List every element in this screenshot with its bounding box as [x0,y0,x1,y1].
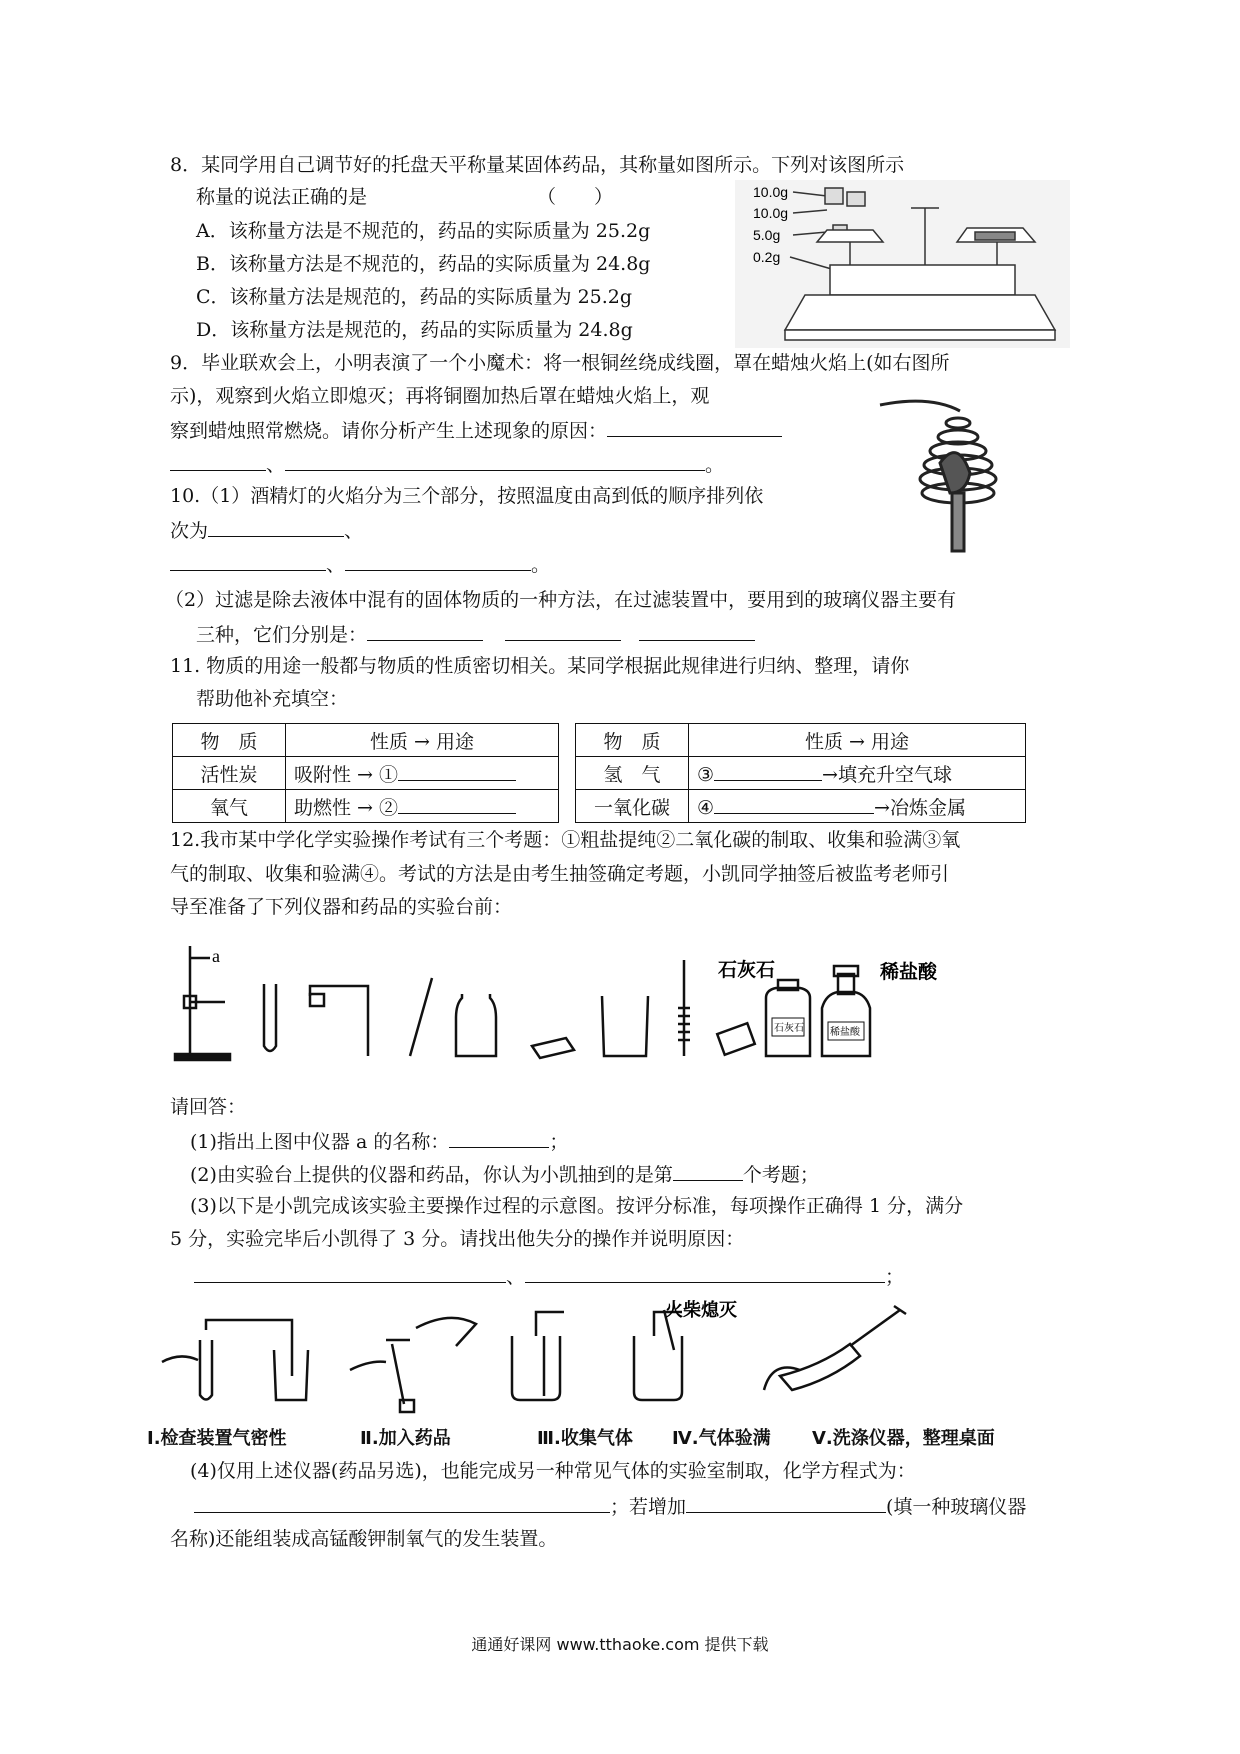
q12-sub3-line1: (3)以下是小凯完成该实验主要操作过程的示意图。按评分标准，每项操作正确得 1 分，满分 [190,1195,964,1217]
cell-adsorption: 吸附性 → ① [286,757,559,790]
q12-sub1: (1)指出上图中仪器 a 的名称： ； [190,1127,568,1155]
q8-option-c: C．该称量方法是规范的，药品的实际质量为 25.2g [196,286,633,308]
q12-line1: 12.我市某中学化学实验操作考试有三个考题：①粗盐提纯②二氧化碳的制取、收集和验满③氧 [170,829,961,851]
q10-part2-line1: （2）过滤是除去液体中混有的固体物质的一种方法，在过滤装置中，要用到的玻璃仪器主要有 [165,589,957,611]
q9-blank-3[interactable] [285,450,705,471]
cell-hydrogen: 氢 气 [576,757,689,790]
q12-line3: 导至准备了下列仪器和药品的实验台前： [170,896,513,918]
caption-step-5: Ⅴ.洗涤仪器，整理桌面 [812,1428,995,1449]
caption-step-3: Ⅲ.收集气体 [537,1428,633,1449]
q11-blank-2[interactable] [398,793,516,814]
q10-blank-5[interactable] [505,620,621,641]
q12-blank-2[interactable] [673,1160,743,1181]
q9-line4: 、 。 [170,450,724,478]
q10-blank-1[interactable] [208,516,344,537]
q10-line3: 、 。 [170,550,550,578]
caption-step-4: Ⅳ.气体验满 [672,1428,771,1449]
q12-sub3-line2: 5 分，实验完毕后小凯得了 3 分。请找出他失分的操作并说明原因： [170,1228,745,1250]
label-a: a [212,946,220,966]
q11-line1: 11. 物质的用途一般都与物质的性质密切相关。某同学根据此规律进行归纳、整理，请你 [170,655,910,677]
footer-watermark: 通通好课网 www.tthaoke.com 提供下载 [471,1635,769,1654]
match-out-label: 火柴熄灭 [665,1300,737,1321]
q10-line2: 次为 、 [170,516,363,544]
q8-option-a: A．该称量方法是不规范的，药品的实际质量为 25.2g [196,220,651,242]
q12-sub4-line1: (4)仅用上述仪器(药品另选)，也能完成另一种常见气体的实验室制取，化学方程式为： [190,1460,916,1482]
cell-hydrogen-use: ③ →填充升空气球 [689,757,1026,790]
q11-blank-3[interactable] [714,760,822,781]
q9-blank-1[interactable] [607,416,782,437]
operation-steps-figure [160,1300,1040,1415]
q12-sub4-line3: 名称)还能组装成高锰酸钾制氧气的发生装置。 [170,1528,558,1550]
q11-blank-1[interactable] [398,760,516,781]
q8-option-d: D．该称量方法是规范的，药品的实际质量为 24.8g [196,319,633,341]
q9-line2: 示)，观察到火焰立即熄灭；再将铜圈加热后罩在蜡烛火焰上，观 [170,385,710,407]
cell-activated-carbon: 活性炭 [173,757,286,790]
property-use-table [172,723,1026,823]
q12-answer-prompt: 请回答： [170,1096,247,1118]
lab-apparatus-figure [170,938,1040,1068]
q9-blank-2[interactable] [170,450,266,471]
weight-label-3: 5.0g [753,227,781,243]
q8-stem-line1: 8．某同学用自己调节好的托盘天平称量某固体药品，其称量如图所示。下列对该图所示 [170,154,905,176]
q11-blank-4[interactable] [714,793,874,814]
q10-line1: 10.（1）酒精灯的火焰分为三个部分，按照温度由高到低的顺序排列依 [170,485,764,507]
q12-line2: 气的制取、收集和验满④。考试的方法是由考生抽签确定考题，小凯同学抽签后被监考老师引 [170,863,950,885]
weight-label-1: 10.0g [753,184,789,200]
cell-carbon-monoxide: 一氧化碳 [576,790,689,823]
q12-blank-3[interactable] [194,1262,506,1283]
header-use-left: 性质 → 用途 [286,724,559,757]
lime-jar-label: 石灰石 [774,1023,804,1034]
copper-coil-candle-figure [870,393,1030,553]
header-substance-left: 物 质 [173,724,286,757]
acid-bottle-label: 稀盐酸 [830,1027,860,1038]
q12-sub3-blanks: 、 ； [194,1262,904,1290]
q12-blank-5[interactable] [194,1492,610,1513]
caption-step-2: Ⅱ.加入药品 [360,1428,451,1449]
q8-stem-line2: 称量的说法正确的是 （ ） [196,186,614,208]
cell-oxygen: 氧气 [173,790,286,823]
q8-option-b: B．该称量方法是不规范的，药品的实际质量为 24.8g [196,253,651,275]
label-limestone: 石灰石 [718,959,776,981]
weight-label-4: 0.2g [753,249,781,265]
q12-sub4-line2: ；若增加 (填一种玻璃仪器 [194,1492,1026,1520]
q10-blank-3[interactable] [345,550,531,571]
label-dilute-acid: 稀盐酸 [880,961,938,983]
q12-blank-1[interactable] [449,1127,549,1148]
cell-co-use: ④ →冶炼金属 [689,790,1026,823]
balance-figure [735,180,1070,348]
header-use-right: 性质 → 用途 [689,724,1026,757]
q12-sub2: (2)由实验台上提供的仪器和药品，你认为小凯抽到的是第 个考题； [190,1160,819,1188]
q12-blank-6[interactable] [686,1492,886,1513]
header-substance-right: 物 质 [576,724,689,757]
q11-line2: 帮助他补充填空： [196,688,349,710]
q9-line3: 察到蜡烛照常燃烧。请你分析产生上述现象的原因： [170,416,782,444]
weight-label-2: 10.0g [753,205,789,221]
q9-line1: 9．毕业联欢会上，小明表演了一个小魔术：将一根铜丝绕成线圈，罩在蜡烛火焰上(如右图所 [170,352,950,374]
cell-combustion-support: 助燃性 → ② [286,790,559,823]
q10-blank-4[interactable] [367,620,483,641]
q10-blank-6[interactable] [639,620,755,641]
caption-step-1: Ⅰ.检查装置气密性 [147,1428,287,1449]
q10-part2-line2: 三种，它们分别是： [196,620,755,648]
q10-blank-2[interactable] [170,550,326,571]
q12-blank-4[interactable] [525,1262,885,1283]
